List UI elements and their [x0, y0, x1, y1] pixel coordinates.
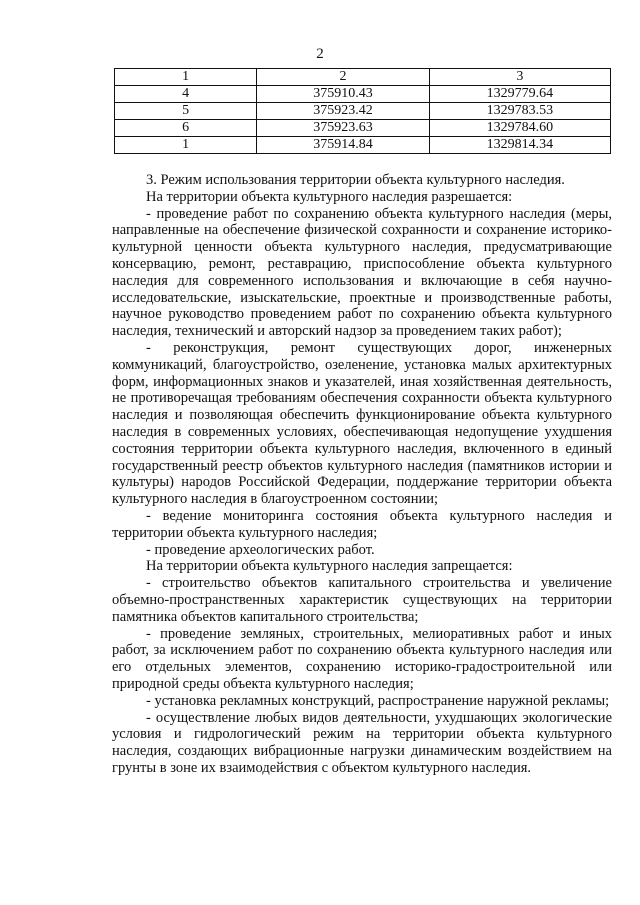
section-heading: 3. Режим использования территории объекта культурного наследия. — [146, 172, 565, 188]
document-body — [112, 172, 612, 777]
prohibited-intro: На территории объекта культурного наследия запрещается: — [146, 558, 513, 575]
table-header-cell: 2 — [257, 69, 429, 86]
table-header-cell: 3 — [429, 69, 610, 86]
prohibited-item: - проведение земляных, строительных, мелиоративных работ и иных работ, за исключением работ по сохранению объекта культурного наследия или его отдельных элементов, сохранению историко-градостроительной или природной среды объекта культурного наследия; — [112, 625, 612, 692]
table-cell-point: 1 — [115, 137, 257, 154]
table-row — [115, 103, 611, 120]
table-cell-point: 5 — [115, 103, 257, 120]
table-cell-y: 1329814.34 — [429, 137, 610, 154]
table-row — [115, 137, 611, 154]
permitted-item: - проведение работ по сохранению объекта культурного наследия (меры, направленные на обеспечение физической сохранности и сохранение историко-культурной ценности объекта культурного наследия, предусматривающие консервацию, ремонт, реставрацию, приспособление объекта культурного наследия для современного использования и включающие в себя научно-исследовательские, изыскательские, проектные и производственные работы, научное руководство проведением работ по сохранению объекта культурного наследия, технический и авторский надзор за проведением таких работ); — [112, 205, 612, 340]
prohibited-item: - строительство объектов капитального строительства и увеличение объемно-пространственных характеристик существующих на территории памятника объектов капитального строительства; — [112, 575, 612, 625]
table-cell-point: 6 — [115, 120, 257, 137]
table-cell-x: 375923.63 — [257, 120, 429, 137]
permitted-item: - ведение мониторинга состояния объекта культурного наследия и территории объекта культурного наследия; — [112, 507, 612, 541]
table-cell-x: 375910.43 — [257, 86, 429, 103]
coordinates-table — [114, 68, 611, 154]
page-number: 2 — [316, 46, 324, 62]
table-header-cell: 1 — [115, 69, 257, 86]
table-row — [115, 86, 611, 103]
prohibited-item: - установка рекламных конструкций, распространение наружной рекламы; — [146, 692, 610, 709]
table-cell-y: 1329779.64 — [429, 86, 610, 103]
permitted-item: - проведение археологических работ. — [146, 541, 375, 558]
table-header-row — [115, 69, 611, 86]
prohibited-item: - осуществление любых видов деятельности, ухудшающих экологические условия и гидрологический режим на территории объекта культурного наследия, создающих вибрационные нагрузки динамическим воздействием на грунты в зоне их взаимодействия с объектом культурного наследия. — [112, 709, 612, 776]
table-row — [115, 120, 611, 137]
table-cell-point: 4 — [115, 86, 257, 103]
permitted-item: - реконструкция, ремонт существующих дорог, инженерных коммуникаций, благоустройство, озеленение, установка малых архитектурных форм, информационных знаков и указателей, иная хозяйственная деятельность, не противоречащая требованиям обеспечения сохранности объекта культурного наследия и позволяющая обеспечить функционирование объекта культурного наследия в современных условиях, обеспечивающая недопущение ухудшения состояния территории объекта культурного наследия, включенного в единый государственный реестр объектов культурного наследия (памятников истории и культуры) народов Российской Федерации, поддержание территории объекта культурного наследия в благоустроенном состоянии; — [112, 339, 612, 508]
table-cell-x: 375923.42 — [257, 103, 429, 120]
table-cell-x: 375914.84 — [257, 137, 429, 154]
table-cell-y: 1329783.53 — [429, 103, 610, 120]
permitted-intro: На территории объекта культурного наследия разрешается: — [146, 188, 513, 205]
table-cell-y: 1329784.60 — [429, 120, 610, 137]
